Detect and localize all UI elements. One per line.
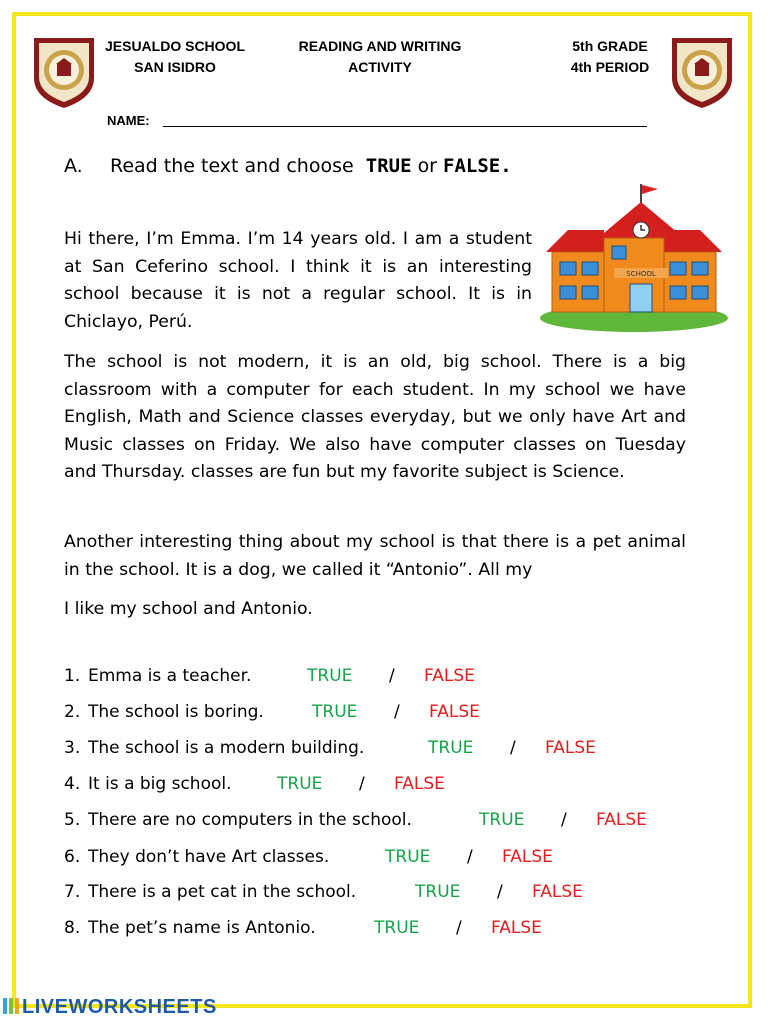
question-number: 7. (64, 882, 81, 902)
option-separator: / (394, 702, 400, 722)
option-separator: / (561, 810, 567, 830)
crest-icon (30, 34, 98, 110)
keyword-true: TRUE (365, 155, 412, 177)
option-true[interactable]: TRUE (428, 738, 474, 758)
name-label: NAME: (107, 113, 150, 128)
instruction (64, 152, 664, 180)
question-number: 1. (64, 666, 81, 686)
question-item (64, 699, 480, 725)
instruction-or: or (417, 155, 437, 177)
school-building-icon (536, 180, 732, 332)
question-item (64, 771, 445, 797)
question-text: Emma is a teacher. (88, 666, 252, 686)
story-paragraph: Another interesting thing about my school is that there is a pet animal in the school. It is a dog, we called it “Antonio”. All my (64, 532, 686, 580)
option-false[interactable]: FALSE (532, 882, 583, 902)
question-text: The school is boring. (88, 702, 264, 722)
question-item (64, 915, 542, 941)
question-number: 5. (64, 810, 81, 830)
option-separator: / (456, 918, 462, 938)
question-item (64, 844, 553, 870)
option-separator: / (467, 847, 473, 867)
question-text: They don’t have Art classes. (88, 847, 330, 867)
question-item (64, 663, 475, 689)
instruction-text: Read the text and choose (110, 155, 354, 177)
question-text: The pet’s name is Antonio. (88, 918, 316, 938)
crest-icon (668, 34, 736, 110)
question-number: 6. (64, 847, 81, 867)
option-false[interactable]: FALSE (394, 774, 445, 794)
option-true[interactable]: TRUE (312, 702, 358, 722)
question-text: There is a pet cat in the school. (88, 882, 357, 902)
school-crest-left (30, 34, 98, 110)
liveworksheets-logo-icon (2, 996, 20, 1016)
option-false[interactable]: FALSE (545, 738, 596, 758)
name-row (107, 110, 647, 130)
option-separator: / (497, 882, 503, 902)
option-separator: / (510, 738, 516, 758)
option-false[interactable]: FALSE (596, 810, 647, 830)
brand-name: LIVEWORKSHEETS (22, 996, 217, 1018)
question-item (64, 735, 596, 761)
option-true[interactable]: TRUE (277, 774, 323, 794)
question-text: It is a big school. (88, 774, 232, 794)
question-item (64, 879, 583, 905)
option-false[interactable]: FALSE (424, 666, 475, 686)
story-paragraph: Hi there, I’m Emma. I’m 14 years old. I am a student at San Ceferino school. I think it is an interesting school because it is not a regular school. It is in Chiclayo, Perú. (64, 229, 532, 332)
question-number: 3. (64, 738, 81, 758)
option-true[interactable]: TRUE (415, 882, 461, 902)
question-number: 4. (64, 774, 81, 794)
grade-label: 5th GRADE (572, 38, 648, 54)
question-text: The school is a modern building. (88, 738, 365, 758)
header-grade (545, 36, 675, 78)
option-true[interactable]: TRUE (374, 918, 420, 938)
question-item (64, 807, 647, 833)
section-letter: A. (64, 155, 83, 177)
option-false[interactable]: FALSE (429, 702, 480, 722)
header-activity (270, 36, 490, 78)
question-number: 2. (64, 702, 81, 722)
period-label: 4th PERIOD (570, 59, 650, 75)
keyword-false: FALSE. (443, 155, 512, 177)
liveworksheets-logo[interactable] (2, 996, 217, 1022)
option-true[interactable]: TRUE (307, 666, 353, 686)
school-sign-text: SCHOOL (626, 270, 656, 278)
school-location: SAN ISIDRO (134, 59, 216, 75)
question-text: There are no computers in the school. (88, 810, 412, 830)
school-name: JESUALDO SCHOOL (104, 38, 245, 54)
story-paragraph: The school is not modern, it is an old, big school. There is a big classroom with a computer for each student. In my school we have English, Math and Science classes everyday, but we only have Art and Music classes on Friday. We also have computer classes on Tuesday and Thursday. classes are fun but my favorite subject is Science. (64, 352, 686, 482)
header-school (100, 36, 250, 78)
option-separator: / (359, 774, 365, 794)
option-false[interactable]: FALSE (491, 918, 542, 938)
option-true[interactable]: TRUE (479, 810, 525, 830)
activity-subtitle: ACTIVITY (348, 59, 412, 75)
option-separator: / (389, 666, 395, 686)
option-false[interactable]: FALSE (502, 847, 553, 867)
school-crest-right (668, 34, 736, 110)
activity-title: READING AND WRITING (298, 38, 462, 54)
name-input-line[interactable] (163, 126, 647, 127)
option-true[interactable]: TRUE (385, 847, 431, 867)
story-paragraph: I like my school and Antonio. (64, 599, 313, 619)
question-number: 8. (64, 918, 81, 938)
